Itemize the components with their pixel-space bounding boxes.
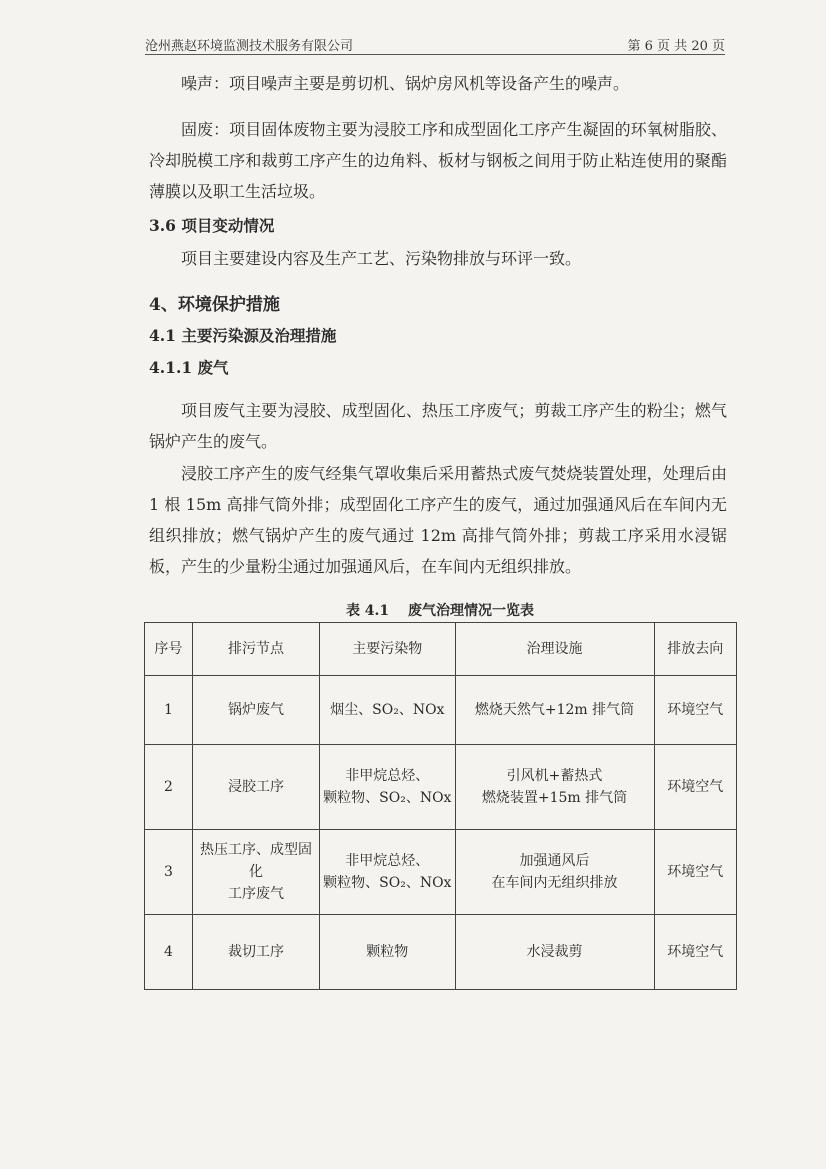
table-row [145,745,737,830]
table-header-row [145,623,737,676]
gas-treatment-table [144,622,737,990]
header-cell-facility: 治理设施 [455,623,654,676]
table-row [145,676,737,745]
cell-no: 4 [145,915,193,990]
noise-paragraph: 噪声：项目噪声主要是剪切机、锅炉房风机等设备产生的噪声。 [181,74,630,93]
cell-facility: 燃烧天然气+12m 排气筒 [455,676,654,745]
cell-no: 1 [145,676,193,745]
section-3-6-heading: 3.6 项目变动情况 [149,216,275,235]
section-4-heading: 4、环境保护措施 [149,295,280,315]
cell-node: 锅炉废气 [192,676,319,745]
header-cell-destination: 排放去向 [654,623,737,676]
cell-line: 热压工序、成型固化 [199,842,312,880]
table-caption: 表 4.1 废气治理情况一览表 [345,603,535,619]
table-row [145,915,737,990]
gas-intro-paragraph: 项目废气主要为浸胶、成型固化、热压工序废气；剪裁工序产生的粉尘；燃气锅炉产生的废气。 [149,401,727,451]
cell-facility: 水浸裁剪 [455,915,654,990]
change-paragraph: 项目主要建设内容及生产工艺、污染物排放与环评一致。 [181,249,582,268]
cell-pollutant [320,830,455,915]
gas-detail-paragraph: 浸胶工序产生的废气经集气罩收集后采用蓄热式废气焚烧装置处理，处理后由 1 根 15m 高排气筒外排；成型固化工序产生的废气，通过加强通风后在车间内无组织排放；燃气锅炉产生的废气通过 12m 高排气筒外排；剪裁工序采用水浸锯板，产生的少量粉尘通过加强通风后，在车间内无组织排放。 [149,464,727,576]
section-4-1-heading: 4.1 主要污染源及治理措施 [149,326,337,345]
cell-no: 2 [145,745,193,830]
page-number: 第 6 页 共 20 页 [627,39,725,54]
cell-destination: 环境空气 [654,915,737,990]
solid-waste-paragraph: 固废：项目固体废物主要为浸胶工序和成型固化工序产生凝固的环氧树脂胶、冷却脱模工序和裁剪工序产生的边角料、板材与钢板之间用于防止粘连使用的聚酯薄膜以及职工生活垃圾。 [149,120,727,201]
cell-line: 非甲烷总烃、 [345,853,430,869]
cell-destination: 环境空气 [654,745,737,830]
header-cell-no: 序号 [145,623,193,676]
cell-line: 非甲烷总烃、 [345,768,430,784]
cell-pollutant: 颗粒物 [320,915,455,990]
cell-line: 在车间内无组织排放 [491,875,618,891]
cell-no: 3 [145,830,193,915]
cell-pollutant [320,745,455,830]
table-row [145,830,737,915]
company-name: 沧州燕赵环境监测技术服务有限公司 [145,39,354,54]
cell-facility [455,830,654,915]
cell-node: 裁切工序 [192,915,319,990]
cell-pollutant: 烟尘、SO₂、NOx [320,676,455,745]
page-header [145,34,725,55]
cell-node [192,830,319,915]
cell-line: 燃烧装置+15m 排气筒 [481,790,628,806]
cell-line: 工序废气 [227,886,284,902]
cell-line: 颗粒物、SO₂、NOx [323,875,452,891]
cell-facility [455,745,654,830]
header-cell-pollutant: 主要污染物 [320,623,455,676]
cell-destination: 环境空气 [654,830,737,915]
section-4-1-1-heading: 4.1.1 废气 [149,358,229,377]
cell-line: 引风机+蓄热式 [506,768,603,784]
header-cell-node: 排污节点 [192,623,319,676]
cell-node: 浸胶工序 [192,745,319,830]
cell-destination: 环境空气 [654,676,737,745]
cell-line: 加强通风后 [519,853,590,869]
cell-line: 颗粒物、SO₂、NOx [323,790,452,806]
